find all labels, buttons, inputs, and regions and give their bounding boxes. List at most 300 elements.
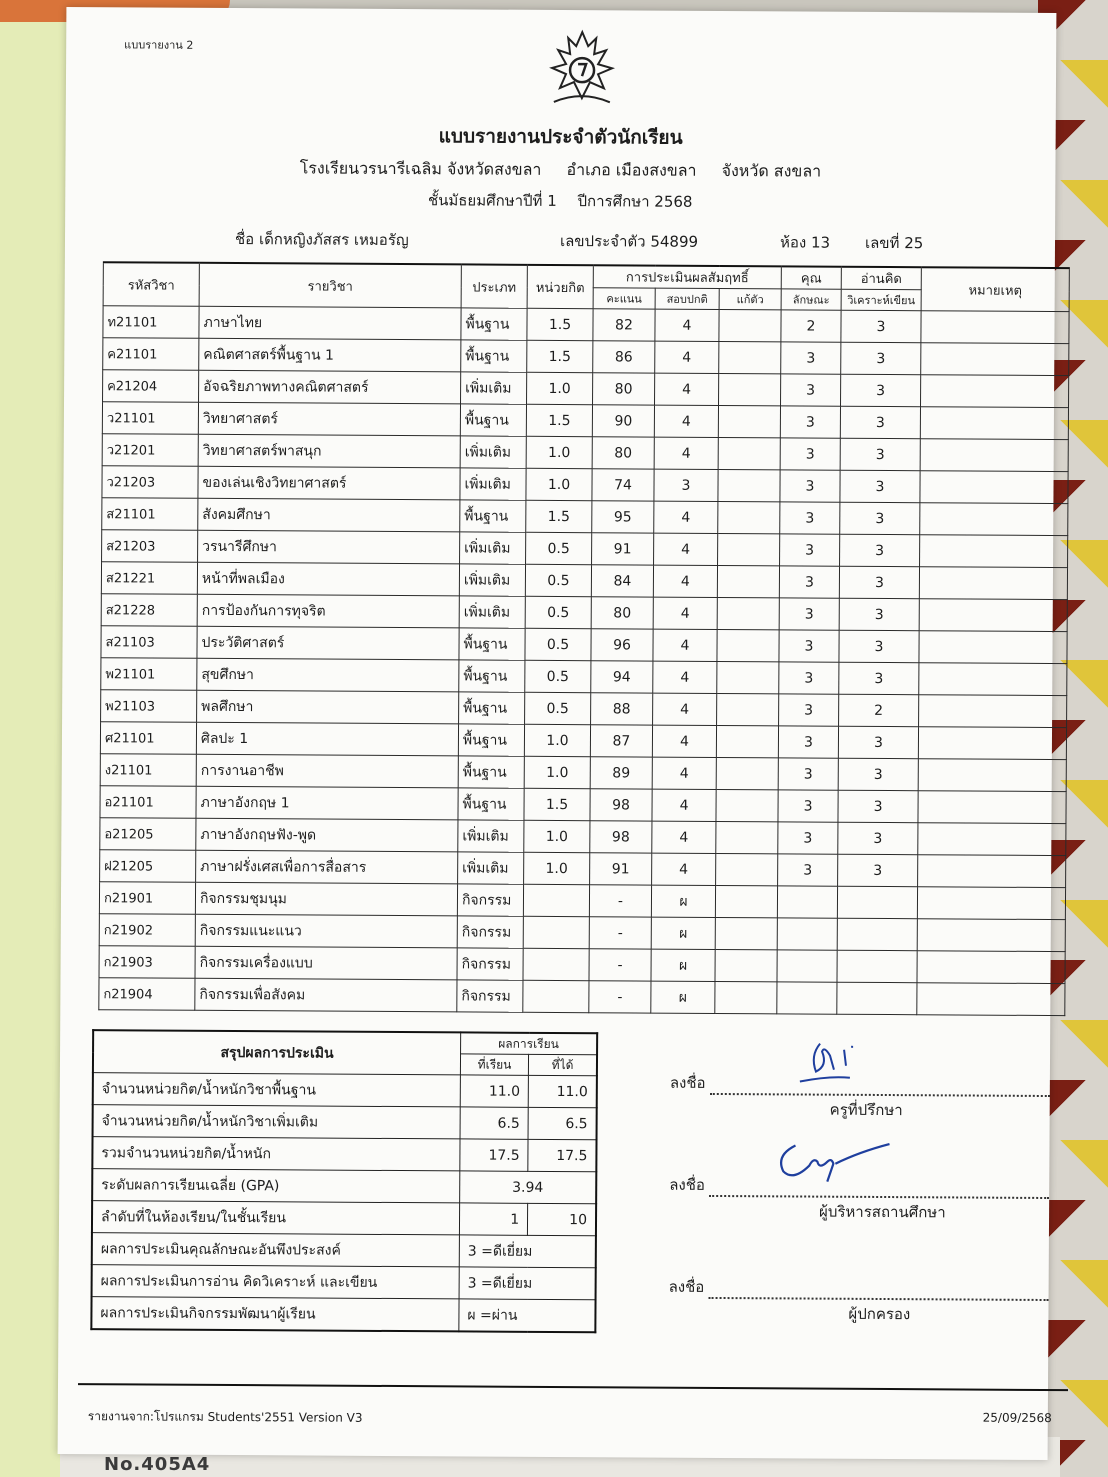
- reading-score: 3: [839, 598, 919, 630]
- subject-fix-grade: [715, 885, 777, 917]
- summary-label: รวมจำนวนหน่วยกิต/น้ำหนัก: [92, 1137, 460, 1171]
- subject-credit: 1.0: [524, 852, 590, 884]
- reading-score: 3: [838, 854, 918, 886]
- subject-name: ภาษาไทย: [199, 306, 461, 340]
- subject-credit: [523, 884, 589, 916]
- signature-line: [709, 1195, 1049, 1199]
- summary-value: 11.0: [528, 1075, 596, 1107]
- header-reading-bottom: วิเคราะห์เขียน: [841, 289, 921, 310]
- director-signature-block: [669, 1173, 1069, 1222]
- subject-code: พ21101: [101, 658, 197, 691]
- subject-type: พื้นฐาน: [459, 628, 525, 660]
- advisor-role: ครูที่ปรึกษา: [829, 1100, 903, 1120]
- character-score: 2: [781, 310, 841, 342]
- student-room: ห้อง 13: [779, 233, 831, 252]
- subject-type: พื้นฐาน: [459, 692, 525, 724]
- summary-row-reading: [92, 1265, 596, 1300]
- subject-score: -: [589, 949, 651, 981]
- header-fix-exam: แก้ตัว: [719, 288, 781, 309]
- subject-name: สังคมศึกษา: [198, 498, 460, 532]
- summary-row-basic: [93, 1073, 597, 1108]
- subject-fix-grade: [718, 533, 780, 565]
- subject-fix-grade: [716, 789, 778, 821]
- subject-score: 94: [591, 661, 653, 693]
- subject-credit: 1.5: [524, 788, 590, 820]
- subject-fix-grade: [718, 501, 780, 533]
- reading-score: 3: [840, 534, 920, 566]
- character-score: 3: [780, 406, 840, 438]
- character-score: 3: [779, 630, 839, 662]
- reading-score: 3: [838, 790, 918, 822]
- student-id: เลขประจำตัว 54899: [559, 232, 699, 251]
- school-line: [65, 155, 1055, 186]
- subject-name: ศิลปะ 1: [196, 722, 458, 756]
- character-score: 3: [780, 470, 840, 502]
- student-info: [234, 227, 1015, 253]
- subject-fix-grade: [718, 469, 780, 501]
- subject-name: วิทยาศาสตร์พาสนุก: [198, 434, 460, 468]
- subject-score: 88: [591, 693, 653, 725]
- subject-score: -: [589, 917, 651, 949]
- sign-label: ลงชื่อ: [669, 1073, 706, 1092]
- subject-code: ก21903: [99, 946, 195, 979]
- subject-code: ฝ21205: [100, 850, 196, 883]
- subject-type: กิจกรรม: [457, 884, 523, 916]
- character-score: [777, 918, 837, 950]
- subject-score: 84: [591, 565, 653, 597]
- subject-score: 98: [590, 821, 652, 853]
- sign-label: ลงชื่อ: [669, 1175, 706, 1194]
- subject-type: เพิ่มเติม: [459, 564, 525, 596]
- subject-remark: [920, 407, 1068, 440]
- summary-label: จำนวนหน่วยกิต/น้ำหนักวิชาเพิ่มเติม: [93, 1105, 461, 1139]
- subject-type: เพิ่มเติม: [460, 532, 526, 564]
- header-type: ประเภท: [461, 264, 527, 308]
- subject-score: 91: [592, 533, 654, 565]
- subject-fix-grade: [715, 981, 777, 1013]
- subject-fix-grade: [717, 629, 779, 661]
- header-normal-exam: สอบปกติ: [655, 288, 719, 309]
- subject-credit: 1.0: [524, 724, 590, 756]
- subject-name: กิจกรรมแนะแนว: [195, 914, 457, 948]
- summary-value: 3 =ดีเยี่ยม: [459, 1267, 596, 1300]
- subject-name: วิทยาศาสตร์: [198, 402, 460, 436]
- reading-score: [837, 886, 917, 918]
- subject-code: ก21904: [99, 978, 195, 1011]
- subject-fix-grade: [719, 309, 781, 341]
- summary-row-rank: [92, 1201, 596, 1236]
- grade-level: ชั้นมัธยมศึกษาปีที่ 1: [427, 191, 557, 210]
- subject-score: 86: [593, 341, 655, 373]
- subject-grade: ผ: [651, 981, 715, 1013]
- subject-remark: [920, 439, 1068, 472]
- subject-remark: [918, 855, 1066, 888]
- reading-score: [837, 982, 917, 1014]
- summary-value: 6.5: [528, 1107, 596, 1139]
- character-score: [777, 886, 837, 918]
- subject-code: ก21902: [99, 914, 195, 947]
- summary-row-gpa: [92, 1169, 596, 1204]
- subject-fix-grade: [719, 373, 781, 405]
- subject-credit: 1.5: [526, 500, 592, 532]
- subject-score: 80: [591, 597, 653, 629]
- subject-credit: 0.5: [526, 532, 592, 564]
- character-score: 3: [779, 662, 839, 694]
- subject-grade: ผ: [651, 917, 715, 949]
- summary-row-activity: [91, 1297, 595, 1333]
- advisor-signature-block: [669, 1071, 1070, 1120]
- reading-score: 3: [839, 630, 919, 662]
- header-subject: รายวิชา: [199, 263, 461, 308]
- subject-remark: [919, 599, 1067, 632]
- subject-type: เพิ่มเติม: [460, 468, 526, 500]
- subject-remark: [918, 727, 1066, 760]
- reading-score: 3: [841, 342, 921, 374]
- subject-credit: 0.5: [525, 564, 591, 596]
- subject-type: พื้นฐาน: [460, 404, 526, 436]
- academic-year: ปีการศึกษา 2568: [577, 192, 693, 211]
- character-score: 3: [778, 790, 838, 822]
- subject-name: กิจกรรมเพื่อสังคม: [195, 978, 457, 1012]
- header-reading-top: อ่านคิด: [841, 267, 921, 290]
- summary-value: 11.0: [460, 1075, 528, 1107]
- parent-signature-block: [668, 1275, 1069, 1324]
- report-sheet: [58, 7, 1057, 1460]
- summary-title: สรุปผลการประเมิน: [93, 1030, 461, 1075]
- subject-remark: [919, 695, 1067, 728]
- header-character-top: คุณ: [781, 266, 841, 289]
- subject-remark: [919, 631, 1067, 664]
- subject-score: 80: [592, 437, 654, 469]
- reading-score: 3: [839, 662, 919, 694]
- character-score: 3: [781, 374, 841, 406]
- subject-score: 89: [590, 757, 652, 789]
- summary-value: 17.5: [460, 1139, 528, 1171]
- character-score: 3: [779, 598, 839, 630]
- subject-code: ส21101: [102, 498, 198, 531]
- summary-value: 3 =ดีเยี่ยม: [459, 1235, 596, 1268]
- school-name: โรงเรียนวรนารีเฉลิม จังหวัดสงขลา: [299, 158, 542, 179]
- director-signature-icon: [769, 1131, 909, 1192]
- subject-remark: [919, 567, 1067, 600]
- subject-grade: 4: [652, 725, 716, 757]
- subject-fix-grade: [719, 341, 781, 373]
- subject-code: ค21204: [103, 370, 199, 403]
- subject-name: ภาษาอังกฤษ 1: [196, 786, 458, 820]
- subject-fix-grade: [717, 597, 779, 629]
- rank-room: 1: [459, 1203, 527, 1235]
- subject-name: ภาษาอังกฤษฟัง-พูด: [196, 818, 458, 852]
- subject-code: อ21205: [100, 818, 196, 851]
- subject-name: สุขศึกษา: [197, 658, 459, 692]
- subject-score: 95: [592, 501, 654, 533]
- header-code: รหัสวิชา: [103, 262, 199, 306]
- subject-fix-grade: [716, 757, 778, 789]
- subject-remark: [918, 791, 1066, 824]
- subject-score: 87: [590, 725, 652, 757]
- reading-score: 3: [840, 470, 920, 502]
- subject-grade: 4: [655, 373, 719, 405]
- subject-credit: [523, 916, 589, 948]
- province: จังหวัด สงขลา: [721, 160, 822, 181]
- subject-code: ค21101: [103, 338, 199, 371]
- subject-type: กิจกรรม: [457, 916, 523, 948]
- student-number: เลขที่ 25: [864, 233, 924, 253]
- subject-code: ง21101: [100, 754, 196, 787]
- subject-code: ว21203: [102, 466, 198, 499]
- header-score: คะแนน: [593, 288, 655, 309]
- subject-code: พ21103: [101, 690, 197, 723]
- subject-fix-grade: [717, 565, 779, 597]
- reading-score: 3: [838, 758, 918, 790]
- subject-remark: [921, 375, 1069, 408]
- summary-result-header: ผลการเรียน: [460, 1032, 597, 1054]
- subject-credit: 0.5: [525, 596, 591, 628]
- district: อำเภอ เมืองสงขลา: [566, 160, 697, 180]
- reading-score: 3: [838, 726, 918, 758]
- character-score: 3: [778, 726, 838, 758]
- subject-name: อัจฉริยภาพทางคณิตศาสตร์: [199, 370, 461, 404]
- subject-type: เพิ่มเติม: [458, 852, 524, 884]
- subject-credit: 1.0: [524, 820, 590, 852]
- subject-remark: [920, 535, 1068, 568]
- header-credit: หน่วยกิต: [527, 265, 593, 309]
- reading-score: 3: [840, 502, 920, 534]
- subject-name: ภาษาฝรั่งเศสเพื่อการสื่อสาร: [196, 850, 458, 884]
- character-score: 3: [780, 502, 840, 534]
- character-score: 3: [780, 534, 840, 566]
- subject-score: 80: [593, 373, 655, 405]
- footer-date: 25/09/2568: [982, 1410, 1052, 1426]
- footer-program: รายงานจาก:โปรแกรม Students'2551 Version V3: [87, 1409, 363, 1425]
- subject-grade: 4: [653, 629, 717, 661]
- subject-type: พื้นฐาน: [460, 500, 526, 532]
- subject-grade: 4: [653, 693, 717, 725]
- subject-grade: ผ: [651, 885, 715, 917]
- subject-credit: 0.5: [525, 628, 591, 660]
- subject-credit: [523, 980, 589, 1012]
- header-character-bottom: ลักษณะ: [781, 289, 841, 310]
- summary-label: ผลการประเมินคุณลักษณะอันพึงประสงค์: [92, 1233, 460, 1267]
- subject-remark: [921, 311, 1069, 344]
- subject-grade: 4: [654, 437, 718, 469]
- subject-credit: 1.5: [527, 340, 593, 372]
- subject-fix-grade: [716, 725, 778, 757]
- footer-divider: [78, 1383, 1068, 1391]
- reading-score: 3: [841, 310, 921, 342]
- summary-label: ผลการประเมินการอ่าน คิดวิเคราะห์ และเขียน: [92, 1265, 460, 1299]
- summary-label: ลำดับที่ในห้องเรียน/ในชั้นเรียน: [92, 1201, 460, 1235]
- subject-code: ส21103: [101, 626, 197, 659]
- subject-grade: 4: [654, 533, 718, 565]
- school-emblem-icon: [544, 28, 620, 108]
- subject-grade: 4: [655, 309, 719, 341]
- subject-grade: 4: [653, 661, 717, 693]
- subject-fix-grade: [715, 917, 777, 949]
- subject-fix-grade: [718, 405, 780, 437]
- subject-name: พลศึกษา: [197, 690, 459, 724]
- subject-score: 91: [590, 853, 652, 885]
- grade-line: [65, 186, 1055, 216]
- subject-grade: 4: [654, 405, 718, 437]
- subject-fix-grade: [717, 693, 779, 725]
- subject-code: ส21203: [102, 530, 198, 563]
- subject-fix-grade: [716, 821, 778, 853]
- subject-type: กิจกรรม: [457, 980, 523, 1012]
- summary-row-character: [92, 1233, 596, 1268]
- character-score: 3: [779, 566, 839, 598]
- subject-remark: [921, 343, 1069, 376]
- subject-credit: 1.5: [526, 404, 592, 436]
- reading-score: 3: [838, 822, 918, 854]
- subject-score: 90: [592, 405, 654, 437]
- signature-line: [708, 1297, 1048, 1301]
- sign-label: ลงชื่อ: [668, 1277, 705, 1296]
- summary-value: ผ =ผ่าน: [459, 1299, 596, 1332]
- subject-type: เพิ่มเติม: [460, 436, 526, 468]
- summary-row-total: [92, 1137, 596, 1172]
- director-role: ผู้บริหารสถานศึกษา: [819, 1202, 946, 1222]
- subject-remark: [920, 503, 1068, 536]
- summary-label: ระดับผลการเรียนเฉลี่ย (GPA): [92, 1169, 460, 1203]
- character-score: 3: [779, 694, 839, 726]
- subject-score: 82: [593, 309, 655, 341]
- subject-fix-grade: [718, 437, 780, 469]
- grades-table-body: [99, 306, 1069, 1016]
- subject-score: 74: [592, 469, 654, 501]
- summary-value: 6.5: [460, 1107, 528, 1139]
- subject-type: พื้นฐาน: [458, 756, 524, 788]
- summary-label: ผลการประเมินกิจกรรมพัฒนาผู้เรียน: [91, 1297, 459, 1332]
- header-remark: หมายเหตุ: [921, 267, 1069, 311]
- subject-credit: 1.5: [527, 308, 593, 340]
- report-title: แบบรายงานประจำตัวนักเรียน: [438, 125, 683, 149]
- subject-credit: 1.0: [524, 756, 590, 788]
- subject-credit: 1.0: [527, 372, 593, 404]
- reading-score: 3: [840, 438, 920, 470]
- subject-name: คณิตศาสตร์พื้นฐาน 1: [199, 338, 461, 372]
- character-score: [777, 982, 837, 1014]
- subject-credit: 1.0: [526, 436, 592, 468]
- reading-score: 3: [840, 406, 920, 438]
- summary-label: จำนวนหน่วยกิต/น้ำหนักวิชาพื้นฐาน: [93, 1073, 461, 1107]
- form-id: แบบรายงาน 2: [124, 38, 194, 52]
- subject-grade: 4: [652, 757, 716, 789]
- table-row: [99, 978, 1065, 1016]
- character-score: [777, 950, 837, 982]
- subject-score: -: [589, 981, 651, 1013]
- advisor-signature-icon: [780, 1035, 890, 1096]
- subject-score: 96: [591, 629, 653, 661]
- subject-code: อ21101: [100, 786, 196, 819]
- character-score: 3: [781, 342, 841, 374]
- summary-table: [90, 1029, 598, 1333]
- subject-code: ส21228: [101, 594, 197, 627]
- subject-type: พื้นฐาน: [458, 788, 524, 820]
- subject-code: ส21221: [101, 562, 197, 595]
- reading-score: 2: [839, 694, 919, 726]
- subject-type: พื้นฐาน: [458, 724, 524, 756]
- subject-remark: [918, 759, 1066, 792]
- gpa-value: 3.94: [460, 1171, 597, 1204]
- subject-code: ว21201: [102, 434, 198, 467]
- subject-name: หน้าที่พลเมือง: [197, 562, 459, 596]
- summary-col-earned: ที่ได้: [529, 1054, 597, 1075]
- subject-grade: ผ: [651, 949, 715, 981]
- subject-type: เพิ่มเติม: [461, 372, 527, 404]
- subject-remark: [919, 663, 1067, 696]
- subject-grade: 4: [652, 853, 716, 885]
- subject-type: พื้นฐาน: [461, 308, 527, 340]
- subject-grade: 4: [652, 789, 716, 821]
- subject-name: กิจกรรมเครื่องแบบ: [195, 946, 457, 980]
- grades-table: [98, 261, 1070, 1016]
- character-score: 3: [780, 438, 840, 470]
- subject-code: ท21101: [103, 306, 199, 339]
- student-name: ชื่อ เด็กหญิงภัสสร เหมอรัญ: [234, 230, 409, 250]
- subject-fix-grade: [716, 853, 778, 885]
- subject-type: พื้นฐาน: [459, 660, 525, 692]
- reading-score: 3: [841, 374, 921, 406]
- reading-score: [837, 950, 917, 982]
- subject-code: ศ21101: [100, 722, 196, 755]
- subject-type: กิจกรรม: [457, 948, 523, 980]
- character-score: 3: [778, 854, 838, 886]
- subject-type: เพิ่มเติม: [459, 596, 525, 628]
- subject-type: เพิ่มเติม: [458, 820, 524, 852]
- subject-fix-grade: [717, 661, 779, 693]
- reading-score: 3: [839, 566, 919, 598]
- summary-col-studied: ที่เรียน: [460, 1054, 528, 1075]
- subject-name: ของเล่นเชิงวิทยาศาสตร์: [198, 466, 460, 500]
- subject-code: ว21101: [102, 402, 198, 435]
- subject-name: การงานอาชีพ: [196, 754, 458, 788]
- subject-name: วรนารีศึกษา: [198, 530, 460, 564]
- subject-grade: 4: [654, 501, 718, 533]
- subject-remark: [917, 983, 1065, 1016]
- character-score: 3: [778, 758, 838, 790]
- subject-grade: 3: [654, 469, 718, 501]
- subject-remark: [917, 919, 1065, 952]
- pad-brand-label: No.405A4: [104, 1454, 211, 1475]
- parent-role: ผู้ปกครอง: [848, 1304, 911, 1324]
- subject-name: การป้องกันการทุจริต: [197, 594, 459, 628]
- reading-score: [837, 918, 917, 950]
- subject-code: ก21901: [99, 882, 195, 915]
- subject-credit: 0.5: [525, 692, 591, 724]
- subject-credit: 1.0: [526, 468, 592, 500]
- subject-credit: 0.5: [525, 660, 591, 692]
- subject-remark: [917, 951, 1065, 984]
- subject-name: กิจกรรมชุมนุม: [195, 882, 457, 916]
- subject-remark: [920, 471, 1068, 504]
- subject-score: 98: [590, 789, 652, 821]
- summary-row-extra: [93, 1105, 597, 1140]
- subject-remark: [918, 823, 1066, 856]
- subject-remark: [917, 887, 1065, 920]
- subject-fix-grade: [715, 949, 777, 981]
- subject-grade: 4: [652, 821, 716, 853]
- subject-score: -: [589, 885, 651, 917]
- summary-value: 17.5: [528, 1139, 596, 1171]
- rank-grade: 10: [528, 1203, 596, 1235]
- subject-grade: 4: [653, 565, 717, 597]
- subject-grade: 4: [653, 597, 717, 629]
- character-score: 3: [778, 822, 838, 854]
- subject-grade: 4: [655, 341, 719, 373]
- header-achievement: การประเมินผลสัมฤทธิ์: [593, 265, 781, 289]
- subject-credit: [523, 948, 589, 980]
